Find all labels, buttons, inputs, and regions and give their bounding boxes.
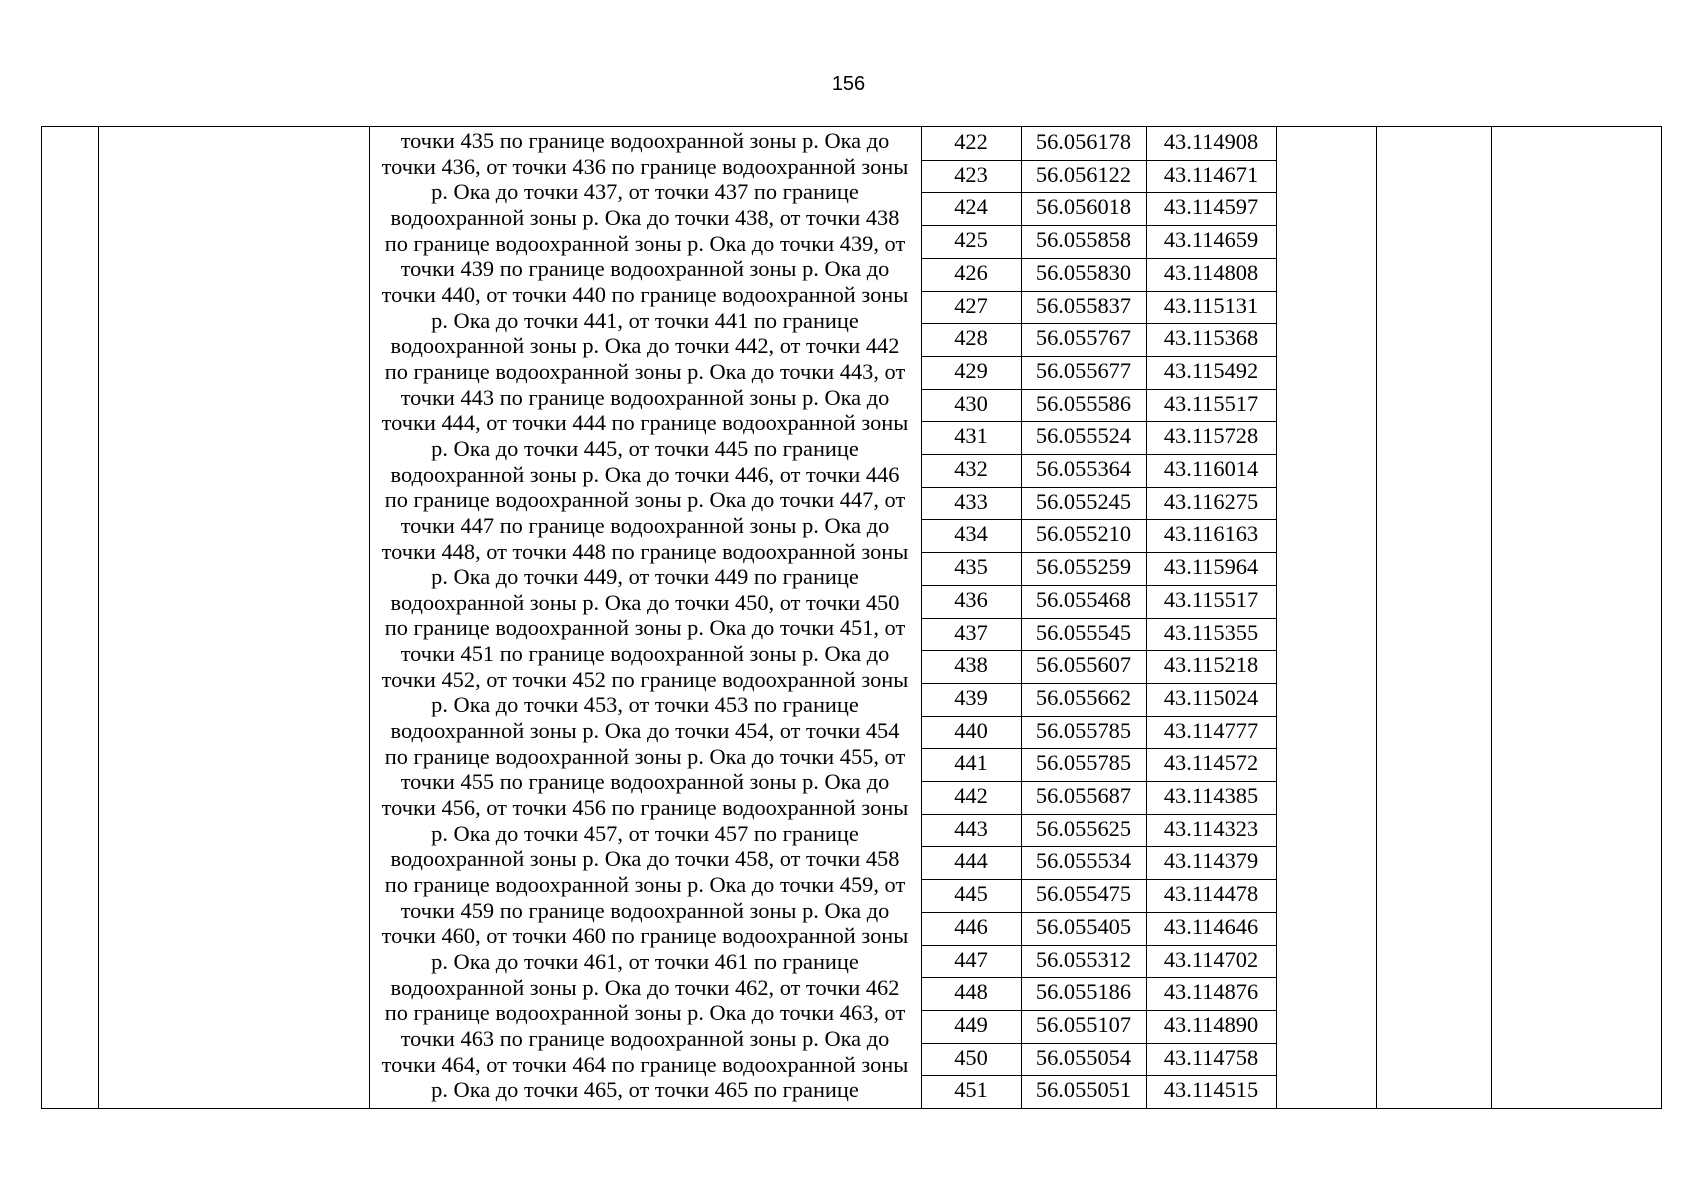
table-row (921, 945, 1276, 978)
latitude-cell: 56.055837 (1035, 292, 1132, 318)
latitude-cell: 56.056122 (1035, 161, 1132, 187)
latitude-cell: 56.055767 (1035, 325, 1132, 351)
row-divider (921, 552, 1276, 553)
point-number-cell: 444 (954, 848, 988, 874)
table-row (921, 454, 1276, 487)
latitude-cell: 56.055259 (1035, 554, 1132, 580)
longitude-cell: 43.114572 (1163, 750, 1259, 776)
table-row (921, 748, 1276, 781)
table-row (921, 1043, 1276, 1076)
latitude-cell: 56.055312 (1035, 946, 1132, 972)
longitude-cell: 43.115131 (1163, 292, 1259, 318)
table-row (921, 291, 1276, 324)
latitude-cell: 56.055662 (1035, 684, 1132, 710)
row-divider (921, 1043, 1276, 1044)
point-number-cell: 433 (954, 488, 988, 514)
longitude-cell: 43.115492 (1163, 357, 1259, 383)
boundary-description: точки 435 по границе водоохранной зоны р. Ока до точки 436, от точки 436 по границе водоохранной зоны р. Ока до точки 437, от точки 437 по границе водоохранной зоны р. Ока до точки 438, от точки 438 по границе водоохранной зоны р. Ока до точки 439, от точки 439 по границе водоохранной зоны р. Ока до точки 440, от точки 440 по границе водоохранной зоны р. Ока до точки 441, от точки 441 по границе водоохранной зоны р. Ока до точки 442, от точки 442 по границе водоохранной зоны р. Ока до точки 443, от точки 443 по границе водоохранной зоны р. Ока до точки 444, от точки 444 по границе водоохранной зоны р. Ока до точки 445, от точки 445 по границе водоохранной зоны р. Ока до точки 446, от точки 446 по границе водоохранной зоны р. Ока до точки 447, от точки 447 по границе водоохранной зоны р. Ока до точки 448, от точки 448 по границе водоохранной зоны р. Ока до точки 449, от точки 449 по границе водоохранной зоны р. Ока до точки 450, от точки 450 по границе водоохранной зоны р. Ока до точки 451, от точки 451 по границе водоохранной зоны р. Ока до точки 452, от точки 452 по границе водоохранной зоны р. Ока до точки 453, от точки 453 по границе водоохранной зоны р. Ока до точки 454, от точки 454 по границе водоохранной зоны р. Ока до точки 455, от точки 455 по границе водоохранной зоны р. Ока до точки 456, от точки 456 по границе водоохранной зоны р. Ока до точки 457, от точки 457 по границе водоохранной зоны р. Ока до точки 458, от точки 458 по границе водоохранной зоны р. Ока до точки 459, от точки 459 по границе водоохранной зоны р. Ока до точки 460, от точки 460 по границе водоохранной зоны р. Ока до точки 461, от точки 461 по границе водоохранной зоны р. Ока до точки 462, от точки 462 по границе водоохранной зоны р. Ока до точки 463, от точки 463 по границе водоохранной зоны р. Ока до точки 464, от точки 464 по границе водоохранной зоны р. Ока до точки 465, от точки 465 по границе (381, 128, 909, 1103)
row-divider (921, 519, 1276, 520)
longitude-cell: 43.114758 (1163, 1044, 1259, 1070)
table-row (921, 487, 1276, 520)
latitude-cell: 56.055534 (1035, 848, 1132, 874)
point-number-cell: 441 (954, 750, 988, 776)
table-row (921, 912, 1276, 945)
latitude-cell: 56.055245 (1035, 488, 1132, 514)
page-number: 156 (831, 73, 866, 95)
table-row (921, 716, 1276, 749)
latitude-cell: 56.055677 (1035, 357, 1132, 383)
latitude-cell: 56.055586 (1035, 390, 1132, 416)
row-divider (921, 356, 1276, 357)
longitude-cell: 43.114777 (1163, 717, 1259, 743)
longitude-cell: 43.114702 (1163, 946, 1259, 972)
table-row (921, 618, 1276, 651)
longitude-cell: 43.114385 (1163, 783, 1259, 808)
column-divider (98, 127, 99, 1108)
latitude-cell: 56.055210 (1035, 521, 1132, 547)
longitude-cell: 43.116163 (1163, 521, 1259, 547)
point-number-cell: 440 (954, 717, 988, 743)
table-row (921, 781, 1276, 814)
point-number-cell: 425 (954, 227, 988, 253)
latitude-cell: 56.055468 (1035, 586, 1132, 612)
point-number-cell: 448 (954, 979, 988, 1005)
latitude-cell: 56.056018 (1035, 194, 1132, 220)
row-divider (921, 258, 1276, 259)
latitude-cell: 56.055607 (1035, 652, 1132, 678)
row-divider (921, 225, 1276, 226)
latitude-cell: 56.055107 (1035, 1011, 1132, 1037)
point-number-cell: 435 (954, 554, 988, 580)
row-divider (921, 454, 1276, 455)
table-row (921, 846, 1276, 879)
row-divider (921, 160, 1276, 161)
table-row (921, 977, 1276, 1010)
table-row (921, 1075, 1276, 1108)
longitude-cell: 43.115355 (1163, 619, 1259, 645)
longitude-cell: 43.115368 (1163, 325, 1259, 351)
longitude-cell: 43.114671 (1163, 161, 1259, 187)
latitude-cell: 56.055858 (1035, 227, 1132, 253)
row-divider (921, 192, 1276, 193)
point-number-cell: 451 (954, 1077, 988, 1103)
longitude-cell: 43.115964 (1163, 554, 1259, 580)
longitude-cell: 43.114908 (1163, 129, 1259, 154)
latitude-cell: 56.055830 (1035, 259, 1132, 285)
longitude-cell: 43.115517 (1163, 390, 1259, 416)
table-row (921, 225, 1276, 258)
column-divider (1491, 127, 1492, 1108)
longitude-cell: 43.114323 (1163, 815, 1259, 841)
point-number-cell: 445 (954, 881, 988, 907)
row-divider (921, 846, 1276, 847)
table-row (921, 683, 1276, 716)
column-divider (1276, 127, 1277, 1108)
point-number-cell: 443 (954, 815, 988, 841)
latitude-cell: 56.055186 (1035, 979, 1132, 1005)
row-divider (921, 814, 1276, 815)
table-row (921, 258, 1276, 291)
point-number-cell: 450 (954, 1044, 988, 1070)
row-divider (921, 585, 1276, 586)
table-row (921, 879, 1276, 912)
row-divider (921, 748, 1276, 749)
longitude-cell: 43.116275 (1163, 488, 1259, 514)
point-number-cell: 428 (954, 325, 988, 351)
row-divider (921, 977, 1276, 978)
latitude-cell: 56.055545 (1035, 619, 1132, 645)
point-number-cell: 429 (954, 357, 988, 383)
row-divider (921, 683, 1276, 684)
longitude-cell: 43.114808 (1163, 259, 1259, 285)
table-row (921, 814, 1276, 847)
point-number-cell: 438 (954, 652, 988, 678)
table-row (921, 421, 1276, 454)
point-number-cell: 439 (954, 684, 988, 710)
row-divider (921, 1010, 1276, 1011)
longitude-cell: 43.115218 (1163, 652, 1259, 678)
longitude-cell: 43.114659 (1163, 227, 1259, 253)
table-row (921, 127, 1276, 160)
longitude-cell: 43.114515 (1163, 1077, 1259, 1103)
point-number-cell: 449 (954, 1011, 988, 1037)
latitude-cell: 56.055524 (1035, 423, 1132, 449)
latitude-cell: 56.055054 (1035, 1044, 1132, 1070)
point-number-cell: 422 (954, 129, 988, 154)
table-row (921, 519, 1276, 552)
point-number-cell: 434 (954, 521, 988, 547)
longitude-cell: 43.114597 (1163, 194, 1259, 220)
longitude-cell: 43.115024 (1163, 684, 1259, 710)
column-divider (1376, 127, 1377, 1108)
point-number-cell: 423 (954, 161, 988, 187)
table-row (921, 650, 1276, 683)
point-number-cell: 446 (954, 913, 988, 939)
table-row (921, 160, 1276, 193)
coordinates-table (41, 126, 1662, 1109)
table-row (921, 323, 1276, 356)
point-number-cell: 431 (954, 423, 988, 449)
row-divider (921, 945, 1276, 946)
row-divider (921, 487, 1276, 488)
point-number-cell: 432 (954, 456, 988, 481)
table-row (921, 1010, 1276, 1043)
latitude-cell: 56.056178 (1035, 129, 1132, 154)
latitude-cell: 56.055785 (1035, 750, 1132, 776)
row-divider (921, 912, 1276, 913)
row-divider (921, 323, 1276, 324)
point-number-cell: 447 (954, 946, 988, 972)
table-row (921, 389, 1276, 422)
longitude-cell: 43.114890 (1163, 1011, 1259, 1037)
row-divider (921, 650, 1276, 651)
latitude-cell: 56.055785 (1035, 717, 1132, 743)
row-divider (921, 421, 1276, 422)
latitude-cell: 56.055051 (1035, 1077, 1132, 1103)
row-divider (921, 1075, 1276, 1076)
point-number-cell: 427 (954, 292, 988, 318)
latitude-cell: 56.055364 (1035, 456, 1132, 481)
row-divider (921, 291, 1276, 292)
longitude-cell: 43.115517 (1163, 586, 1259, 612)
table-row (921, 552, 1276, 585)
longitude-cell: 43.115728 (1163, 423, 1259, 449)
row-divider (921, 389, 1276, 390)
longitude-cell: 43.114876 (1163, 979, 1259, 1005)
row-divider (921, 716, 1276, 717)
latitude-cell: 56.055625 (1035, 815, 1132, 841)
row-divider (921, 781, 1276, 782)
point-number-cell: 430 (954, 390, 988, 416)
row-divider (921, 618, 1276, 619)
row-divider (921, 879, 1276, 880)
point-number-cell: 442 (954, 783, 988, 808)
longitude-cell: 43.114646 (1163, 913, 1259, 939)
latitude-cell: 56.055687 (1035, 783, 1132, 808)
longitude-cell: 43.114379 (1163, 848, 1259, 874)
point-number-cell: 424 (954, 194, 988, 220)
table-row (921, 356, 1276, 389)
point-number-cell: 436 (954, 586, 988, 612)
table-row (921, 192, 1276, 225)
point-number-cell: 426 (954, 259, 988, 285)
table-row (921, 585, 1276, 618)
latitude-cell: 56.055475 (1035, 881, 1132, 907)
longitude-cell: 43.116014 (1163, 456, 1259, 481)
point-number-cell: 437 (954, 619, 988, 645)
longitude-cell: 43.114478 (1163, 881, 1259, 907)
latitude-cell: 56.055405 (1035, 913, 1132, 939)
